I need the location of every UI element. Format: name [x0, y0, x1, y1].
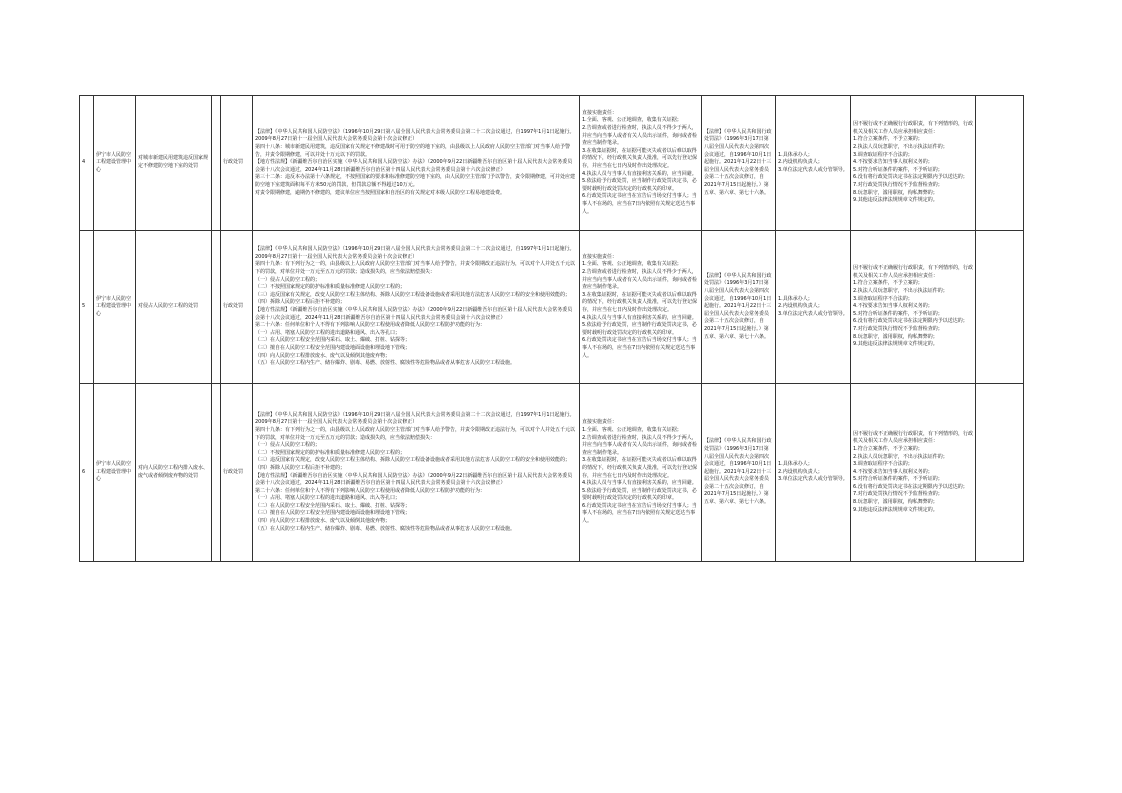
accountability-line: 8.玩忽职守，滥用职权，徇私舞弊的； [853, 189, 938, 196]
accountability-line: 4.不按要求告知当事人权利义务的； [853, 159, 933, 166]
sub-item-cell [212, 96, 221, 231]
duty-cell [580, 96, 702, 231]
responsible-subject-line: 2.内设机构负责人； [778, 159, 823, 166]
accountability-line: 4.不按要求告知当事人权利义务的； [853, 468, 933, 475]
accountability-line: 2.执法人员玩忽职守，不出示执法证件的； [853, 453, 948, 460]
duty-line: 4.执法人员与当事人有直接利害关系的，应当回避。 [582, 314, 697, 321]
legal-basis-line: 【法律】《中华人民共和国人民防空法》（1996年10月29日第八届全国人民代表大会常务委员会第二十二次会议通过，自1997年1月1日起施行。2009年8月27日第十一届全国人民代表大会常务委员会第十次会议修正） [255, 128, 575, 143]
accountability-line: 9.其他违反法律法规规章文件规定的。 [853, 197, 938, 204]
duty-line: 6.行政处罚决定书应当在宣告后当场交付当事人；当事人不在场的，应当在7日内依照有关规定送达当事人。 [582, 337, 697, 359]
responsible-subject-line: 3.单位法定代表人或分管领导。 [778, 476, 848, 483]
duty-line: 2.告调查或者进行检查时，执法人员不得少于两人，并应当向当事人或者有关人员出示证件，询问或者检查应当制作笔录。 [582, 125, 698, 147]
duty-line: 3.在收集证据时，在证据可能灭失或者以后难以取得的情况下，经行政机关负责人批准，可以先行登记保存，并应当在七日内及时作出处理决定。 [582, 457, 698, 479]
legal-basis-line: 第二十六条：任何单位和个人不得有下列影响人民防空工程使用或者降低人民防空工程防护功能的行为： [255, 487, 486, 494]
accountability-line: 8.玩忽职守，滥用职权，徇私舞弊的； [853, 499, 938, 506]
legal-basis-line: （五）在人民防空工程内生产、储存爆炸、剧毒、易燃、放射性、腐蚀性等危险物品或者从事危害人民防空工程设施。 [255, 360, 516, 367]
accountability-line: 5.对符合听证条件的案件，不予听证的； [853, 476, 943, 483]
accountability-line: 6.没有将行政处罚决定书在法定期限内予以送达的； [853, 318, 968, 325]
legal-basis-line: （四）向人民防空工程排放废水、废气以及倾倒其他废弃物； [255, 518, 391, 525]
responsible-subject-line: 1.具体承办人； [778, 151, 813, 158]
duty-line: 1.全面、客观、公正地调查，收集有关证据； [582, 261, 682, 268]
sub-item-cell [212, 384, 221, 562]
accountability-line: 1.符合立案条件，不予立案的； [853, 445, 923, 452]
legal-basis-line: （四）向人民防空工程排放废水、废气以及倾倒其他废弃物； [255, 352, 391, 359]
legal-basis-line: 【法律】《中华人民共和国人民防空法》（1996年10月29日第八届全国人民代表大会常务委员会第二十二次会议通过，自1997年1月1日起施行。2009年8月27日第十一届全国人民代表大会常务委员会第十次会议修正） [255, 411, 575, 426]
table-body [80, 96, 1024, 562]
responsible-subject-cell [776, 96, 851, 231]
accountability-line: 7.对行政处罚执行情况不予监督检查的； [853, 181, 943, 188]
accountability-line: 3.调查取证程序不合法的； [853, 151, 913, 158]
table-row [80, 384, 1024, 562]
legal-basis-line: 第二十六条：任何单位和个人不得有下列影响人民防空工程使用或者降低人民防空工程防护功能的行为： [255, 322, 486, 329]
penalty-law-cell: 【法律】《中华人民共和国行政处罚法》（1996年3月17日第八届全国人民代表大会第四次会议通过，自1996年10月1日起施行。2021年1月22日十三届全国人民代表大会常务委员会第二十五次会议修订，自2021年7月15日起施行。）第五章、第六章、第七十六条。 [702, 231, 776, 384]
duty-line: 5.依法给予行政处罚，应当制作行政处罚决定书，必要时载明行政处罚决定的行政机关的印章。 [582, 178, 697, 192]
accountability-line: 因不履行或不正确履行行政职责，有下列情形的，行政机关及相关工作人员应承担相应责任： [853, 430, 974, 445]
duty-line: 4.执法人员与当事人有直接利害关系的，应当回避。 [582, 480, 697, 487]
duty-line: 直接实施责任： [582, 109, 618, 116]
legal-basis-line: （一）占用、堵塞人民防空工程的进出道路和通风、出入等孔口； [255, 329, 401, 336]
legal-basis-line: （四）拆除人民防空工程后拒不补建的； [255, 464, 346, 471]
duty-line: 直接实施责任： [582, 419, 618, 426]
accountability-line: 因不履行或不正确履行行政职责，有下列情形的，行政机关及相关工作人员应承担相应责任： [853, 265, 974, 279]
duty-line: 2.告调查或者进行检查时，执法人员不得少于两人，并应当向当事人或者有关人员出示证件，询问或者检查应当制作笔录。 [582, 269, 698, 291]
accountability-cell [851, 96, 976, 231]
remark-cell [976, 384, 1024, 562]
duty-cell [580, 384, 702, 562]
accountability-cell [851, 231, 976, 384]
accountability-line: 因不履行或不正确履行行政职责，有下列情形的，行政机关及相关工作人员应承担相应责任： [853, 121, 974, 135]
row-number-cell: 6 [80, 384, 94, 562]
duty-line: 5.依法给予行政处罚，应当制作行政处罚决定书，必要时载明行政处罚决定的行政机关的印章。 [582, 487, 697, 502]
accountability-line: 4.不按要求告知当事人权利义务的； [853, 303, 933, 310]
accountability-cell [851, 384, 976, 562]
legal-basis-line: 对责令限期修建，逾期仍不修建的，建议单位应当按照国家和自治区的有关规定对本级人民防空工程易地建设费。 [255, 189, 506, 196]
department-cell: 伊宁市人民防空工程建设管理中心 [94, 231, 136, 384]
responsible-subject-cell [776, 384, 851, 562]
duty-line: 4.执法人员与当事人有直接利害关系的，应当回避。 [582, 170, 697, 177]
responsible-subject-line: 2.内设机构负责人； [778, 468, 823, 475]
accountability-line: 7.对行政处罚执行情况不予监督检查的； [853, 491, 943, 498]
remark-cell [976, 231, 1024, 384]
power-type-cell: 行政处罚 [221, 96, 253, 231]
accountability-line: 8.玩忽职守，滥用职权，徇私舞弊的； [853, 333, 938, 340]
accountability-line: 6.没有将行政处罚决定书在法定期限内予以送达的； [853, 174, 968, 181]
legal-basis-cell [253, 96, 580, 231]
legal-basis-line: 第四十九条：有下列行为之一的，由县级以上人民政府人民防空主管部门对当事人给予警告，并责令限期改正违法行为，可以对个人并处五千元以下的罚款，对单位并处一万元至五万元的罚款；造成损失的，应当依法赔偿损失： [255, 261, 576, 276]
power-list-table [79, 95, 1024, 562]
matter-name-cell: 对城市新建民用建筑违反国家规定不修建防空地下室的处罚 [136, 96, 212, 231]
responsible-subject-line: 2.内设机构负责人； [778, 303, 823, 310]
matter-name-cell: 对侵占人民防空工程的处罚 [136, 231, 212, 384]
accountability-line: 1.符合立案条件，不予立案的； [853, 280, 923, 287]
duty-line: 3.在收集证据时，在证据可能灭失或者以后难以取得的情况下，经行政机关负责人批准，可以先行登记保存，并应当在七日内及时作出处理决定。 [582, 291, 698, 313]
legal-basis-line: （三）擅自在人民防空工程安全范围内建设地面设施和埋设地下管线； [255, 344, 411, 351]
duty-line: 直接实施责任： [582, 253, 618, 260]
legal-basis-line: 【地方性法规】《新疆维吾尔自治区实施〈中华人民共和国人民防空法〉办法》（2000年9月22日新疆维吾尔自治区第十届人民代表大会常务委员会第十八次会议通过，2024年11月28日新疆维吾尔自治区第十四届人民代表大会常务委员会第十六次会议修正） [255, 159, 573, 173]
table-row [80, 96, 1024, 231]
legal-basis-line: （一）侵占人民防空工程的； [255, 276, 321, 283]
department-cell: 伊宁市人民防空工程建设管理中心 [94, 96, 136, 231]
legal-basis-line: （五）在人民防空工程内生产、储存爆炸、剧毒、易燃、放射性、腐蚀性等危险物品或者从事危害人民防空工程设施。 [255, 525, 516, 532]
responsible-subject-line: 1.具体承办人； [778, 295, 813, 302]
accountability-line: 7.对行政处罚执行情况不予监督检查的； [853, 325, 943, 332]
duty-line: 2.告调查或者进行检查时，执法人员不得少于两人，并应当向当事人或者有关人员出示证件，询问或者检查应当制作笔录。 [582, 434, 698, 456]
duty-line: 6.行政处罚决定书应当在宣告后当场交付当事人；当事人不在场的，应当在7日内依照有关规定送达当事人。 [582, 193, 697, 215]
responsible-subject-line: 1.具体承办人； [778, 461, 813, 468]
penalty-law-cell: 【法律】《中华人民共和国行政处罚法》（1996年3月17日第八届全国人民代表大会第四次会议通过，自1996年10月1日起施行。2021年1月22日十三届全国人民代表大会常务委员会第二十五次会议修订，自2021年7月15日起施行。）第五章、第六章、第七十六条。 [702, 384, 776, 562]
accountability-line: 2.执法人员玩忽职守，不出示执法证件的； [853, 144, 948, 151]
legal-basis-line: （四）拆除人民防空工程后拒不补建的； [255, 299, 346, 306]
legal-basis-line: （三）违反国家有关规定，改变人民防空工程主体结构、拆除人民防空工程设备设施或者采用其他方法危害人民防空工程的安全和使用效能的； [255, 291, 571, 298]
penalty-law-cell: 【法律】《中华人民共和国行政处罚法》（1996年3月17日第八届全国人民代表大会第四次会议通过，自1996年10月1日起施行。2021年1月22日十三届全国人民代表大会常务委员会第二十五次会议修订，自2021年7月15日起施行。）第五章、第六章、第七十六条。 [702, 96, 776, 231]
legal-basis-line: （二）在人民防空工程安全范围内采石、取土、爆破、打桩、钻探等； [255, 337, 411, 344]
responsible-subject-line: 3.单位法定代表人或分管领导。 [778, 310, 848, 317]
responsible-subject-line: 3.单位法定代表人或分管领导。 [778, 166, 848, 173]
accountability-line: 1.符合立案条件，不予立案的； [853, 136, 923, 143]
accountability-line: 5.对符合听证条件的案件，不予听证的； [853, 166, 943, 173]
legal-basis-line: （二）不按照国家规定的防护标准和质量标准修建人民防空工程的； [255, 284, 406, 291]
legal-basis-line: 【法律】《中华人民共和国人民防空法》（1996年10月29日第八届全国人民代表大会常务委员会第二十二次会议通过，自1997年1月1日起施行。2009年8月27日第十一届全国人民代表大会常务委员会第十次会议修正） [255, 246, 575, 260]
matter-name-cell: 对向人民防空工程内排入废水、废气或者倾倒废弃物的处罚 [136, 384, 212, 562]
legal-basis-cell [253, 384, 580, 562]
accountability-line: 2.执法人员玩忽职守，不出示执法证件的； [853, 288, 948, 295]
duty-line: 6.行政处罚决定书应当在宣告后当场交付当事人；当事人不在场的，应当在7日内依照有关规定送达当事人。 [582, 502, 697, 525]
responsible-subject-cell [776, 231, 851, 384]
accountability-line: 6.没有将行政处罚决定书在法定期限内予以送达的； [853, 483, 968, 490]
remark-cell [976, 96, 1024, 231]
duty-line: 3.在收集证据时，在证据可能灭失或者以后难以取得的情况下，经行政机关负责人批准，可以先行登记保存，并应当在七日内及时作出处理决定。 [582, 147, 698, 169]
power-type-cell: 行政处罚 [221, 231, 253, 384]
legal-basis-line: 第三十二条：违反本办法第十六条规定，不按照国家的要求和标准修建防空地下室的，由人民防空主管部门予以警告，责令限期修建，可并处应建防空地下室建筑面积每平方米50元的罚款，但罚款总额不得超过10万元。 [255, 174, 576, 188]
department-cell: 伊宁市人民防空工程建设管理中心 [94, 384, 136, 562]
legal-basis-line: 第四十九条：有下列行为之一的，由县级以上人民政府人民防空主管部门对当事人给予警告，并责令限期改正违法行为，可以对个人并处五千元以下的罚款，对单位并处一万元至五万元的罚款；造成损失的，应当依法赔偿损失： [255, 426, 576, 441]
row-number-cell: 5 [80, 231, 94, 384]
power-type-cell: 行政处罚 [221, 384, 253, 562]
legal-basis-line: （三）擅自在人民防空工程安全范围内建设地面设施和埋设地下管线； [255, 510, 411, 517]
legal-basis-line: 【地方性法规】《新疆维吾尔自治区实施〈中华人民共和国人民防空法〉办法》（2000年9月22日新疆维吾尔自治区第十届人民代表大会常务委员会第十八次会议通过，2024年11月28日新疆维吾尔自治区第十四届人民代表大会常务委员会第十六次会议修正） [255, 307, 573, 321]
table-row [80, 231, 1024, 384]
duty-line: 1.全面、客观、公正地调查，收集有关证据； [582, 117, 682, 124]
accountability-line: 3.调查取证程序不合法的； [853, 461, 913, 468]
legal-basis-line: 【地方性法规】《新疆维吾尔自治区实施〈中华人民共和国人民防空法〉办法》（2000年9月22日新疆维吾尔自治区第十届人民代表大会常务委员会第十八次会议通过，2024年11月28日新疆维吾尔自治区第十四届人民代表大会常务委员会第十六次会议修正） [255, 472, 573, 487]
legal-basis-line: （一）侵占人民防空工程的； [255, 442, 321, 449]
legal-basis-line: 第四十八条：城市新建民用建筑，违反国家有关规定不修建战时可用于防空的地下室的，由县级以上人民政府人民防空主管部门对当事人给予警告，并责令限期修建，可以并处十万元以下的罚款。 [255, 144, 571, 158]
sub-item-cell [212, 231, 221, 384]
duty-cell [580, 231, 702, 384]
legal-basis-line: （二）不按照国家规定的防护标准和质量标准修建人民防空工程的； [255, 449, 406, 456]
legal-basis-line: （二）在人民防空工程安全范围内采石、取土、爆破、打桩、钻探等； [255, 502, 411, 509]
legal-basis-line: （三）违反国家有关规定，改变人民防空工程主体结构、拆除人民防空工程设备设施或者采用其他方法危害人民防空工程的安全和使用效能的； [255, 457, 571, 464]
accountability-line: 5.对符合听证条件的案件，不予听证的； [853, 310, 943, 317]
accountability-line: 9.其他违反法律法规规章文件规定的。 [853, 341, 938, 348]
accountability-line: 3.调查取证程序不合法的； [853, 295, 913, 302]
legal-basis-cell [253, 231, 580, 384]
accountability-line: 9.其他违反法律法规规章文件规定的。 [853, 506, 938, 513]
row-number-cell: 4 [80, 96, 94, 231]
legal-basis-line: （一）占用、堵塞人民防空工程的进出道路和通风、出入等孔口； [255, 495, 401, 502]
duty-line: 5.依法给予行政处罚，应当制作行政处罚决定书，必要时载明行政处罚决定的行政机关的印章。 [582, 322, 697, 336]
duty-line: 1.全面、客观、公正地调查，收集有关证据； [582, 426, 682, 433]
